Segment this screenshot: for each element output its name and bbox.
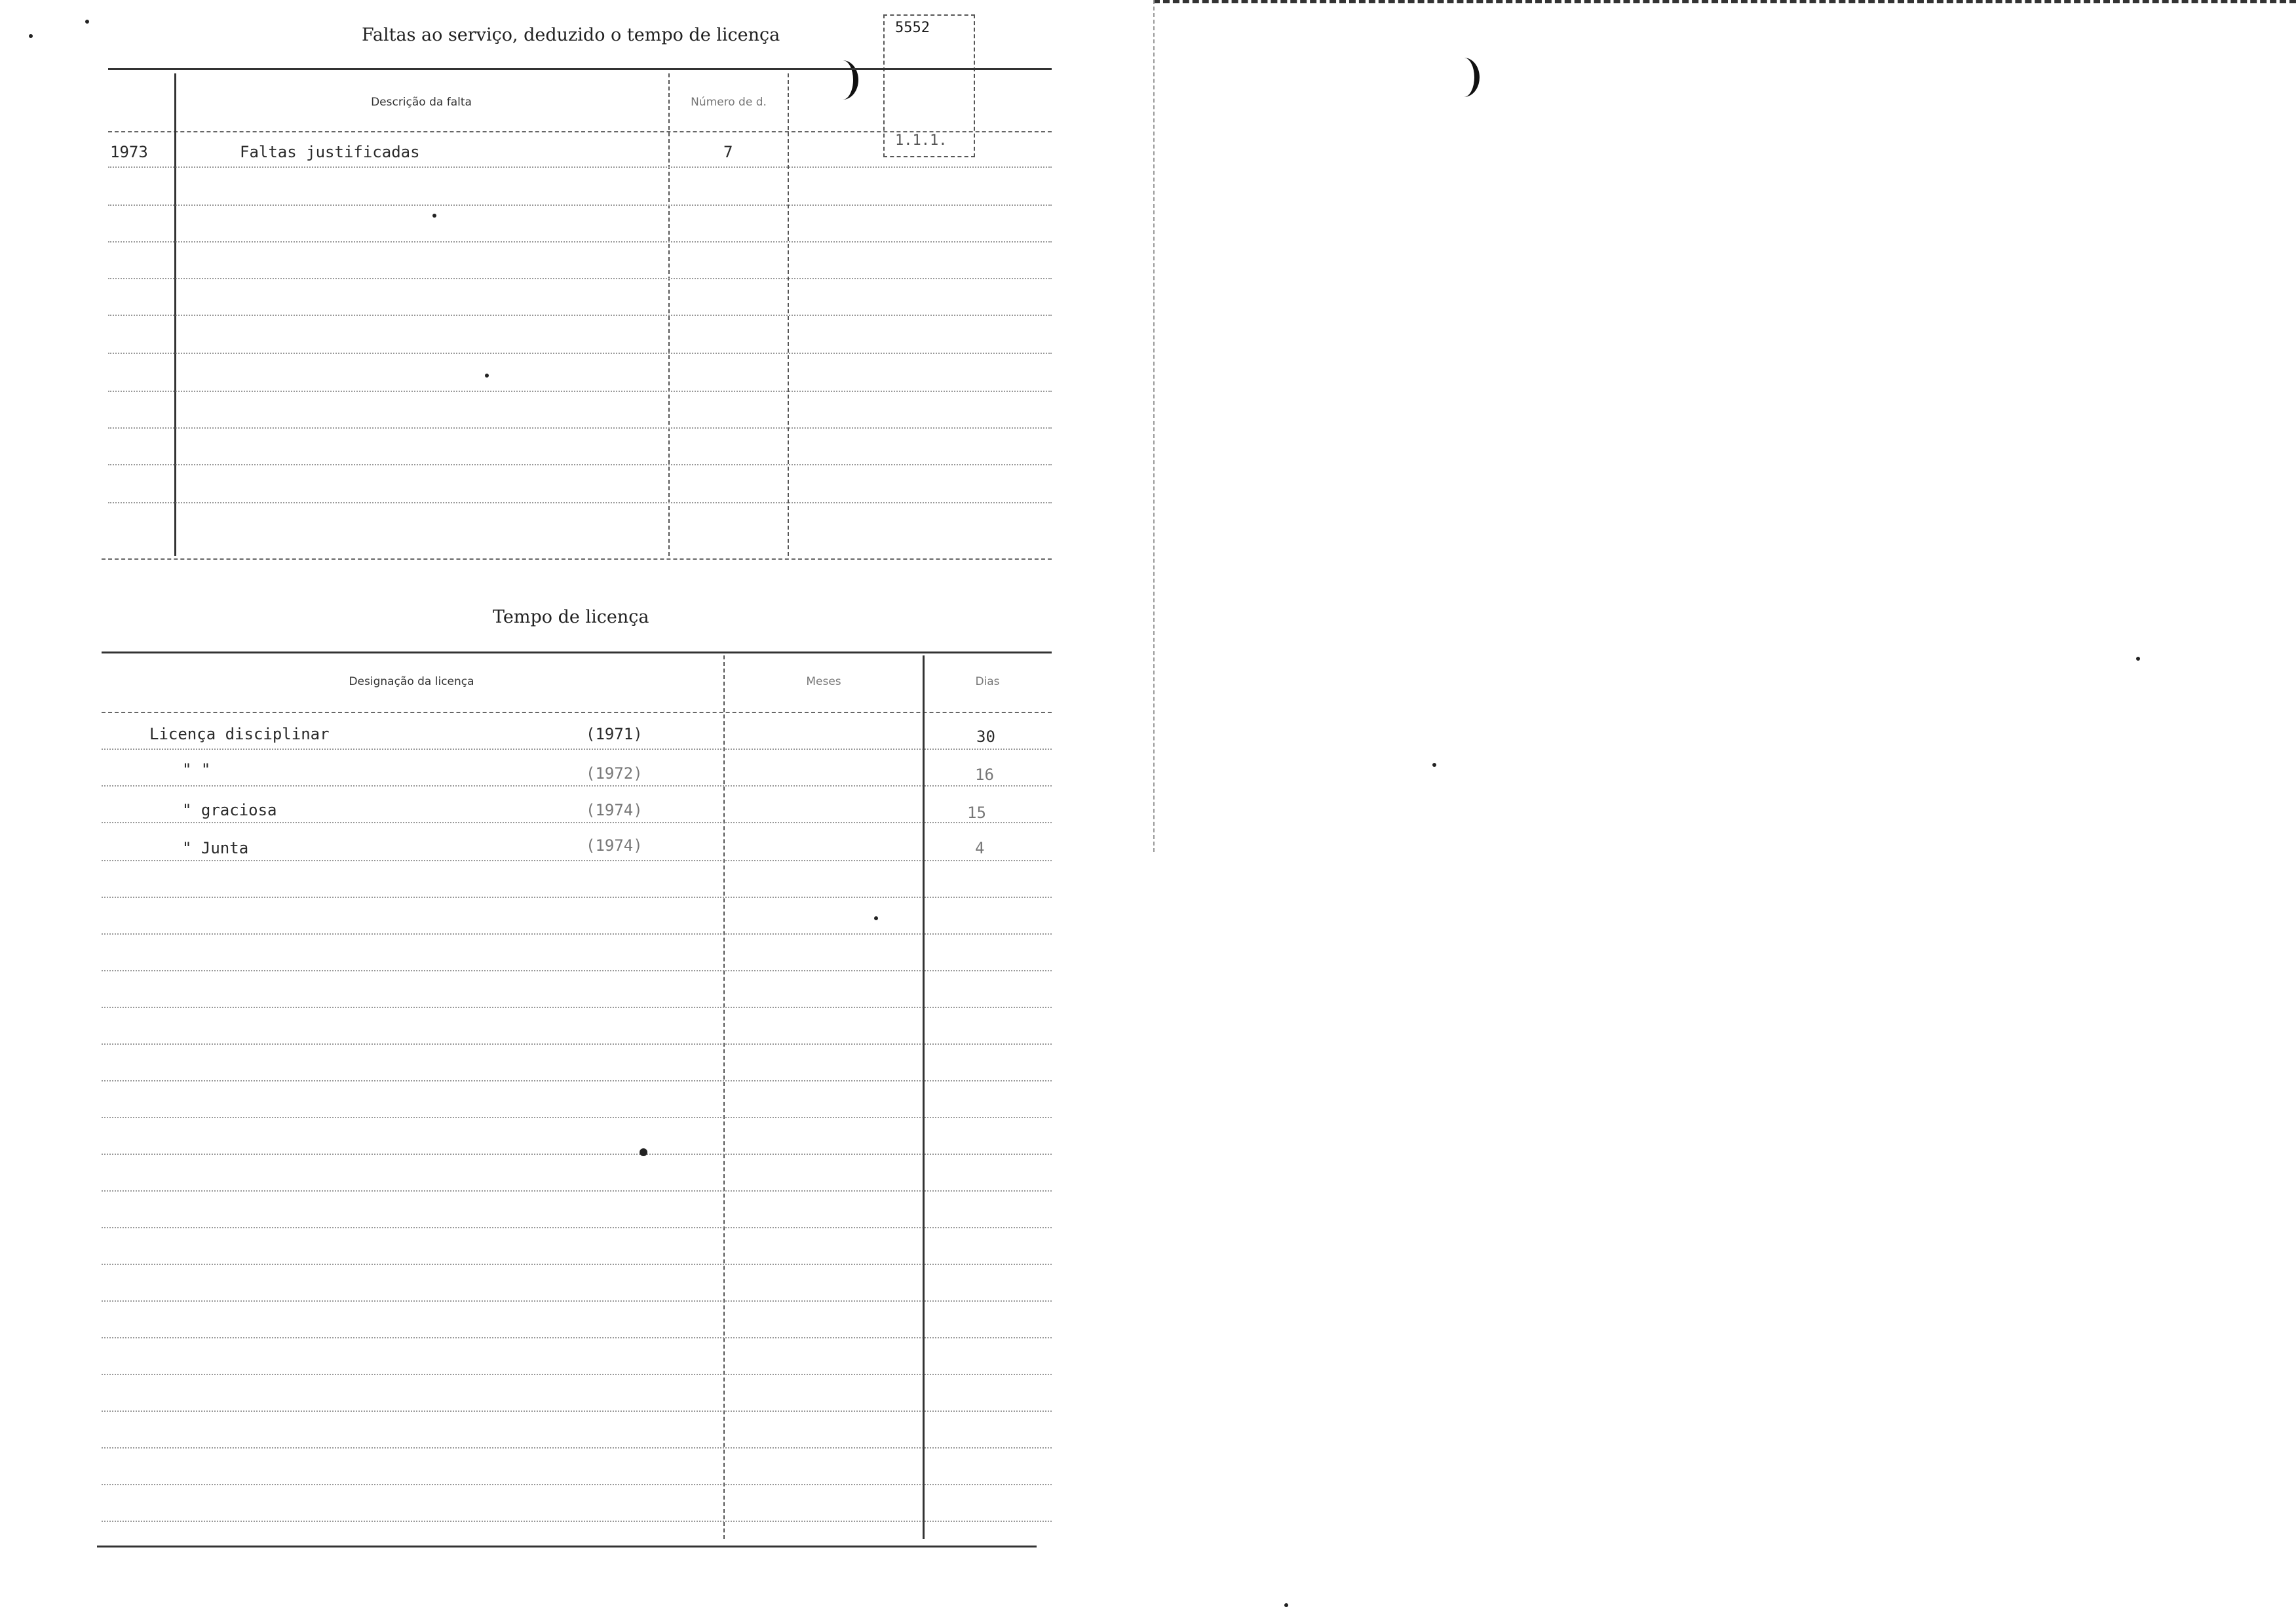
faltas-bottom-rule: [102, 558, 1052, 560]
faltas-row-days: 7: [723, 143, 733, 161]
faltas-header-rule: [108, 131, 1052, 132]
licenca-row-year: (1974): [586, 836, 643, 855]
punch-hole-mark: [827, 60, 858, 100]
faltas-row-description: Faltas justificadas: [240, 143, 420, 161]
licenca-rule: [102, 1007, 1052, 1008]
scan-speck: [1284, 1603, 1288, 1607]
faltas-rule: [108, 391, 1052, 392]
licenca-rule: [102, 860, 1052, 861]
licenca-row-year: (1974): [586, 801, 643, 819]
licenca-rule: [102, 749, 1052, 750]
faltas-rule: [108, 278, 1052, 279]
registry-stamp: [883, 14, 975, 157]
scan-speck: [485, 374, 489, 378]
licenca-rule: [102, 1337, 1052, 1338]
licenca-header-rule: [102, 712, 1052, 713]
scan-speck: [1432, 763, 1436, 767]
punch-hole-mark: [1448, 58, 1480, 97]
licenca-rule: [102, 1300, 1052, 1302]
licenca-rule: [102, 1227, 1052, 1228]
licenca-rule: [102, 1190, 1052, 1192]
licenca-row-designation: " graciosa: [182, 801, 277, 819]
licenca-header-dias: Dias: [975, 675, 1000, 688]
licenca-rule: [102, 1043, 1052, 1045]
licenca-col-divider-1: [723, 655, 725, 1539]
licenca-rule: [102, 1411, 1052, 1412]
stamp-code: 1.1.1.: [895, 132, 947, 149]
licenca-top-rule: [102, 652, 1052, 653]
licenca-rule: [102, 1117, 1052, 1118]
licenca-header-designacao: Designação da licença: [349, 675, 474, 688]
faltas-rule: [108, 464, 1052, 465]
faltas-rule: [108, 241, 1052, 243]
licenca-col-divider-2: [923, 655, 925, 1539]
licenca-rule: [102, 897, 1052, 898]
licenca-rule: [102, 785, 1052, 787]
licenca-rule: [102, 822, 1052, 823]
licenca-rule: [102, 1521, 1052, 1522]
licenca-rule: [102, 1374, 1052, 1375]
licenca-rule: [102, 1264, 1052, 1265]
faltas-rule: [108, 315, 1052, 316]
licenca-rule: [102, 1080, 1052, 1081]
licenca-rule: [102, 1154, 1052, 1155]
licenca-row-designation: " ": [182, 760, 211, 779]
licenca-row-year: (1972): [586, 764, 643, 783]
faltas-rule: [108, 204, 1052, 206]
licenca-rule: [102, 933, 1052, 935]
licenca-row-days: 30: [976, 728, 995, 746]
faltas-rule: [108, 166, 1052, 168]
licenca-bottom-rule: [97, 1546, 1037, 1547]
licenca-row-designation: Licença disciplinar: [149, 725, 330, 743]
licenca-rule: [102, 970, 1052, 971]
scan-speck: [874, 916, 878, 920]
faltas-header-numero: Número de d.: [691, 96, 767, 109]
faltas-section-title: Faltas ao serviço, deduzido o tempo de licença: [362, 25, 780, 45]
licenca-row-days: 15: [967, 804, 986, 822]
faltas-top-rule: [108, 68, 1052, 70]
scan-speck: [2136, 657, 2140, 661]
scan-speck: [640, 1148, 647, 1156]
document-right-page: [1153, 0, 2296, 1615]
faltas-rule: [108, 427, 1052, 429]
licenca-row-year: (1971): [586, 725, 643, 743]
scan-speck: [29, 34, 33, 38]
stamp-number: 5552: [895, 20, 930, 36]
licenca-row-days: 4: [975, 839, 985, 857]
faltas-header-descricao: Descrição da falta: [371, 96, 472, 109]
licenca-row-designation: " Junta: [182, 839, 249, 857]
faltas-rule: [108, 353, 1052, 354]
faltas-row-year: 1973: [110, 143, 148, 161]
scan-speck: [432, 214, 436, 218]
licenca-rule: [102, 1484, 1052, 1485]
licenca-rule: [102, 1447, 1052, 1449]
licenca-row-days: 16: [975, 766, 994, 784]
licenca-header-meses: Meses: [806, 675, 841, 688]
licenca-section-title: Tempo de licença: [493, 607, 649, 627]
faltas-rule: [108, 502, 1052, 503]
scan-speck: [85, 20, 89, 24]
document-left-page: [0, 0, 1140, 1615]
